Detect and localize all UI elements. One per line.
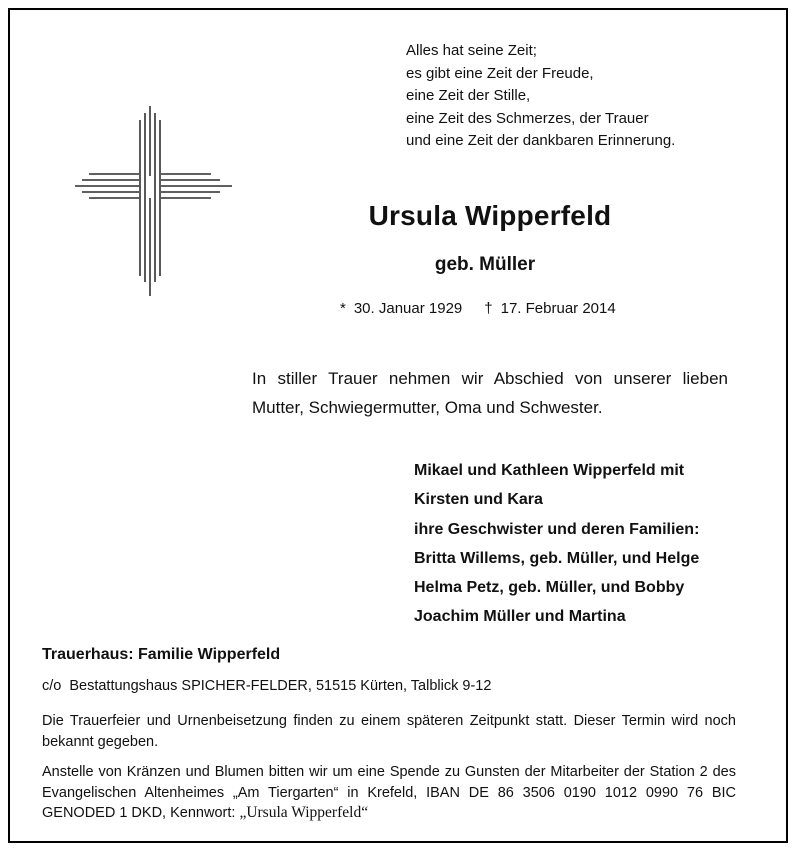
poem-line: und eine Zeit der dankbaren Erinnerung. [406,132,676,149]
donation-keyword: „Ursula Wipperfeld“ [239,804,369,821]
family-line: Helma Petz, geb. Müller, und Bobby [414,579,685,597]
mourning-text: In stiller Trauer nehmen wir Abschied von unserer lieben Mutter, Schwiegermutter, Oma und Schwester. [252,369,728,417]
life-dates [340,300,616,317]
family-line: ihre Geschwister und deren Familien: [414,520,700,538]
funeral-home-address: Bestattungshaus SPICHER-FELDER, 51515 Kürten, Talblick 9-12 [69,678,492,694]
family-line: Britta Willems, geb. Müller, und Helge [414,549,700,567]
family-line: Joachim Müller und Martina [414,608,626,626]
ceremony-notice: Die Trauerfeier und Urnenbeisetzung finden zu einem späteren Zeitpunkt statt. Dieser Termin wird noch bekannt gegeben. [42,713,736,750]
death-date: 17. Februar 2014 [500,300,616,317]
donation-text: Anstelle von Kränzen und Blumen bitten wir um eine Spende zu Gunsten der Mitarbeiter der Station 2 des Evangelischen Altenheimes „Am Tiergarten“ in Krefeld, IBAN DE 86 3506 0190 1012 0990 76 BIC GENODED 1 DKD, Kennwort: [42,764,736,821]
care-of-label: c/o [42,678,62,694]
mourning-house-title: Trauerhaus: Familie Wipperfeld [42,646,281,663]
deceased-name: Ursula Wipperfeld [368,200,612,231]
poem [406,40,675,153]
donation-notice [42,762,736,824]
birth-symbol: * [340,300,346,317]
death-symbol: † [484,300,493,317]
birth-date: 30. Januar 1929 [353,300,463,317]
family-line: Mikael und Kathleen Wipperfeld mit [414,462,685,479]
maiden-name: geb. Müller [434,254,536,275]
family-list [414,456,699,632]
poem-line: Alles hat seine Zeit; [406,42,537,59]
mourning-house-address [42,678,491,694]
poem-line: eine Zeit der Stille, [406,87,531,104]
poem-line: eine Zeit des Schmerzes, der Trauer [406,109,649,127]
poem-line: es gibt eine Zeit der Freude, [406,64,594,82]
family-line: Kirsten und Kara [414,491,543,509]
